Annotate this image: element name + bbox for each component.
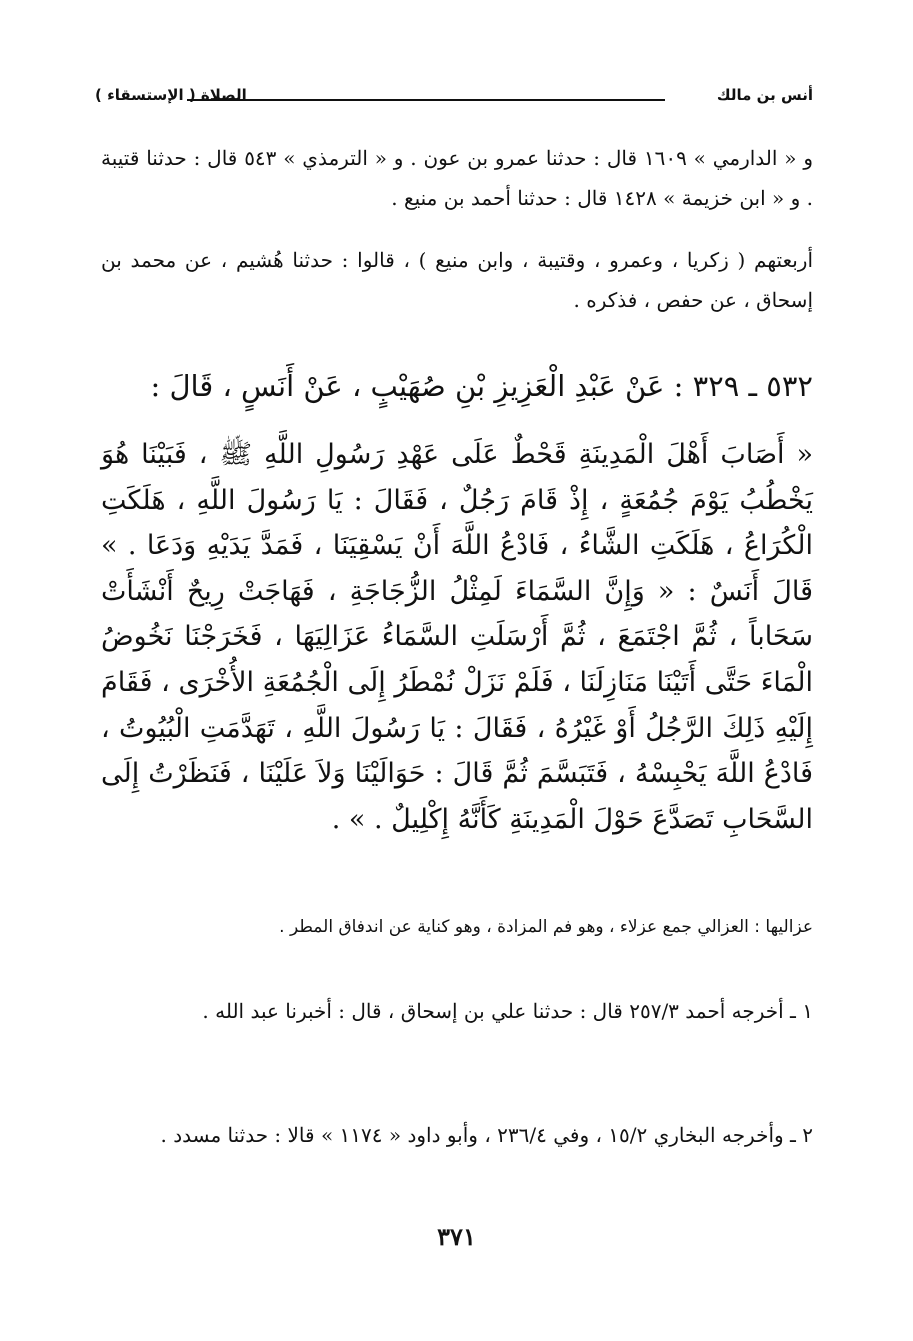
hadith-heading: ٥٣٢ ـ ٣٢٩ : عَنْ عَبْدِ الْعَزِيزِ بْنِ صُهَيْبٍ ، عَنْ أَنَسٍ ، قَالَ : xyxy=(150,369,813,403)
page-number: ٣٧١ xyxy=(437,1222,476,1251)
footnote-1: ١ ـ أخرجه أحمد ٢٥٧/٣ قال : حدثنا علي بن إسحاق ، قال : أخبرنا عبد الله . xyxy=(202,999,813,1023)
source-references: و « الدارمي » ١٦٠٩ قال : حدثنا عمرو بن عون . و « الترمذي » ٥٤٣ قال : حدثنا قتيبة . و « ابن خزيمة » ١٤٢٨ قال : حدثنا أحمد بن منيع . xyxy=(101,146,813,210)
vocabulary-gloss: عزاليها : العزالي جمع عزلاء ، وهو فم المزادة ، وهو كناية عن اندفاق المطر . xyxy=(279,917,813,937)
header-rule xyxy=(187,99,665,101)
running-header xyxy=(95,84,813,112)
hadith-text: « أَصَابَ أَهْلَ الْمَدِينَةِ قَحْطٌ عَلَى عَهْدِ رَسُولِ اللَّهِ ﷺ ، فَبَيْنَا هُوَ يَخْطُبُ يَوْمَ جُمُعَةٍ ، إِذْ قَامَ رَجُلٌ ، فَقَالَ : يَا رَسُولَ اللَّهِ ، هَلَكَتِ الْكُرَاعُ ، هَلَكَتِ الشَّاءُ ، فَادْعُ اللَّهَ أَنْ يَسْقِيَنَا ، فَمَدَّ يَدَيْهِ وَدَعَا . » قَالَ أَنَسٌ : « وَإِنَّ السَّمَاءَ لَمِثْلُ الزُّجَاجَةِ ، فَهَاجَتْ رِيحٌ أَنْشَأَتْ سَحَاباً ، ثُمَّ اجْتَمَعَ ، ثُمَّ أَرْسَلَتِ السَّمَاءُ عَزَالِيَهَا ، فَخَرَجْنَا نَخُوضُ الْمَاءَ حَتَّى أَتَيْنَا مَنَازِلَنَا ، فَلَمْ نَزَلْ نُمْطَرُ إِلَى الْجُمُعَةِ الأُخْرَى ، فَقَامَ إِلَيْهِ ذَلِكَ الرَّجُلُ أَوْ غَيْرُهُ ، فَقَالَ : يَا رَسُولَ اللَّهِ ، تَهَدَّمَتِ الْبُيُوتُ ، فَادْعُ اللَّهَ يَحْبِسْهُ ، فَتَبَسَّمَ ثُمَّ قَالَ : حَوَالَيْنَا وَلاَ عَلَيْنَا ، فَنَظَرْتُ إِلَى السَّحَابِ تَصَدَّعَ حَوْلَ الْمَدِينَةِ كَأَنَّهُ إِكْلِيلٌ . » . xyxy=(101,439,813,835)
footnote-2: ٢ ـ وأخرجه البخاري ١٥/٢ ، وفي ٢٣٦/٤ ، وأبو داود « ١١٧٤ » قالا : حدثنا مسدد . xyxy=(160,1123,813,1147)
header-chapter-title: الصلاة ( الإستسقاء ) xyxy=(95,86,247,104)
header-book-title: أنس بن مالك xyxy=(716,86,813,104)
narrator-chain: أربعتهم ( زكريا ، وعمرو ، وقتيبة ، وابن منيع ) ، قالوا : حدثنا هُشيم ، عن محمد بن إسحاق ، عن حفص ، فذكره . xyxy=(101,248,813,312)
